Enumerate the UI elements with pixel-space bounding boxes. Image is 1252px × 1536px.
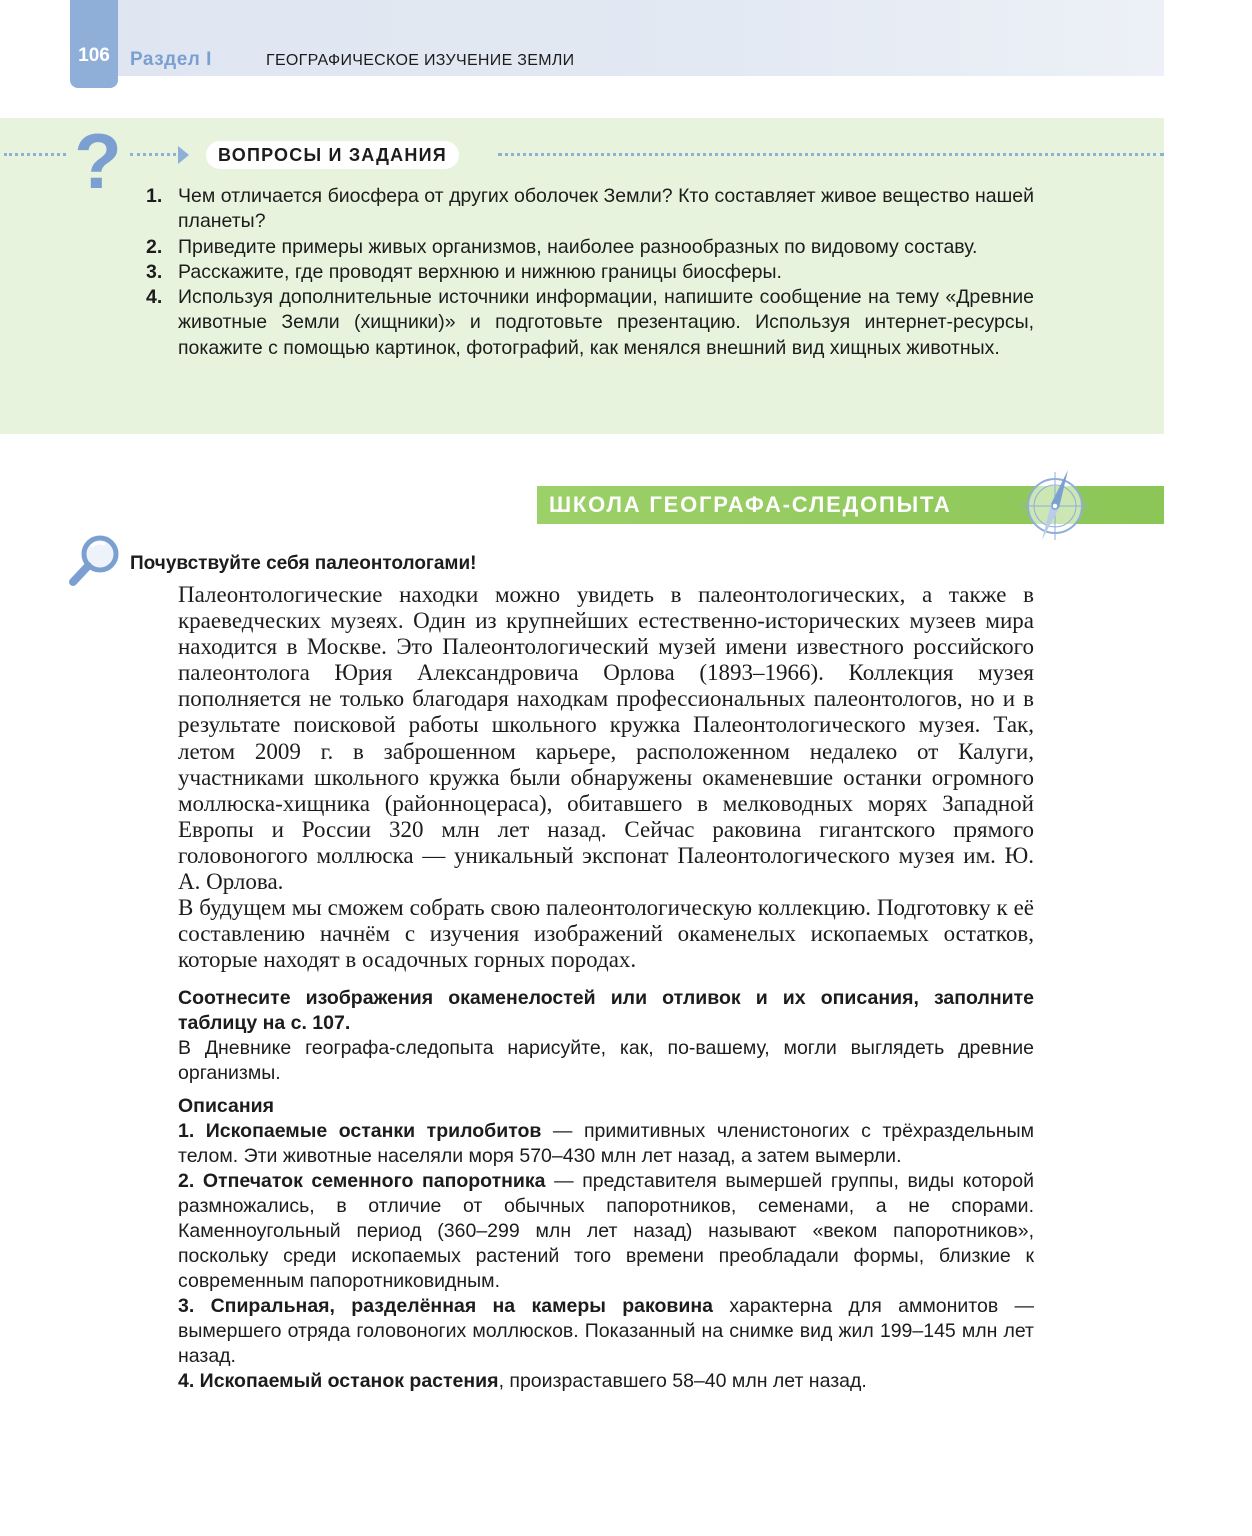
activity-subtitle: Почувствуйте себя палеонтологами! bbox=[130, 553, 477, 574]
section-label: Раздел I bbox=[130, 49, 212, 70]
school-title: ШКОЛА ГЕОГРАФА-СЛЕДОПЫТА bbox=[549, 492, 952, 517]
description-item bbox=[178, 1169, 1034, 1294]
question-text: Приведите примеры живых организмов, наиболее разнообразных по видовому составу. bbox=[178, 235, 978, 258]
description-title: 2. Отпечаток семенного папоротника bbox=[178, 1170, 546, 1192]
descriptions-block bbox=[178, 1094, 1034, 1394]
magnifier-icon bbox=[66, 534, 124, 588]
arrow-icon bbox=[178, 146, 189, 164]
question-number: 3. bbox=[146, 260, 163, 283]
descriptions-heading: Описания bbox=[178, 1095, 275, 1117]
description-item bbox=[178, 1119, 1034, 1169]
page-number: 106 bbox=[78, 45, 110, 66]
dotted-rule bbox=[4, 153, 66, 156]
chapter-title: ГЕОГРАФИЧЕСКОЕ ИЗУЧЕНИЕ ЗЕМЛИ bbox=[266, 52, 575, 69]
body-paragraph: В будущем мы сможем собрать свою палеонтологическую коллекцию. Подготовку к её составлению начнём с изучения изображений окаменелых ископаемых остатков, которые находят в осадочных горных породах. bbox=[178, 895, 1034, 973]
dotted-rule bbox=[498, 153, 1164, 156]
header-band bbox=[70, 0, 1164, 76]
question-mark-icon: ? bbox=[74, 117, 122, 205]
questions-list bbox=[142, 184, 1034, 361]
compass-icon bbox=[1016, 466, 1094, 544]
question-item bbox=[142, 260, 1034, 285]
description-title: 3. Спиральная, разделённая на камеры раковина bbox=[178, 1295, 713, 1317]
task-instruction: Соотнесите изображения окаменелостей или отливок и их описания, заполните таблицу на с. 107. bbox=[178, 987, 1034, 1034]
question-number: 1. bbox=[146, 185, 163, 207]
question-item bbox=[142, 184, 1034, 235]
task-block bbox=[178, 986, 1034, 1086]
activity-body bbox=[178, 582, 1034, 973]
question-number: 2. bbox=[146, 235, 163, 258]
description-item bbox=[178, 1369, 1034, 1394]
description-title: 1. Ископаемые останки трилобитов bbox=[178, 1120, 542, 1142]
description-title: 4. Ископаемый останок растения bbox=[178, 1370, 499, 1392]
question-item bbox=[142, 285, 1034, 361]
body-paragraph: Палеонтологические находки можно увидеть в палеонтологических, а также в краеведческих музеях. Один из крупнейших естественно-исторических музеев мира находится в Москве. Это Палеонтологический музей имени известного российского палеонтолога Юрия Александровича Орлова (1893–1966). Коллекция музея пополняется не только благодаря находкам профессиональных палеонтологов, но и в результате поисковой работы школьного кружка Палеонтологического музея. Так, летом 2009 г. в заброшенном карьере, расположенном недалеко от Калуги, участниками школьного кружка были обнаружены окаменевшие останки огромного моллюска-хищника (районноцераса), обитавшего в мелководных морях Западной Европы и России 320 млн лет назад. Сейчас раковина гигантского прямого головоногого моллюска — уникальный экспонат Палеонтологического музея им. Ю. А. Орлова. bbox=[178, 582, 1034, 895]
description-text: — представителя вымершей группы, виды которой размножались, в отличие от обычных папоротников, семенами, а не спорами. Каменноугольный период (360–299 млн лет назад) называют «веком папоротников», поскольку среди ископаемых растений того времени преобладали формы, близкие к современным папоротниковидным. bbox=[178, 1170, 1034, 1292]
description-text: характерна для аммонитов — вымершего отряда головоногих моллюсков. Показанный на снимке вид жил 199–145 млн лет назад. bbox=[178, 1295, 1034, 1367]
question-text: Используя дополнительные источники информации, напишите сообщение на тему «Древние животные Земли (хищники)» и подготовьте презентацию. Используя интернет-ресурсы, покажите с помощью картинок, фотографий, как менялся внешний вид хищных животных. bbox=[178, 286, 1034, 359]
question-text: Расскажите, где проводят верхнюю и нижнюю границы биосферы. bbox=[178, 260, 782, 283]
description-text: — примитивных членистоногих с трёхраздельным телом. Эти животные населяли моря 570–430 млн лет назад, а затем вымерли. bbox=[178, 1120, 1035, 1167]
task-text: В Дневнике географа-следопыта нарисуйте, как, по-вашему, могли выглядеть древние организмы. bbox=[178, 1037, 1034, 1084]
description-item bbox=[178, 1294, 1034, 1369]
question-text: Чем отличается биосфера от других оболочек Земли? Кто составляет живое вещество нашей планеты? bbox=[178, 185, 1034, 233]
page-number-tab bbox=[70, 0, 118, 88]
question-item bbox=[142, 235, 1034, 260]
questions-heading: ВОПРОСЫ И ЗАДАНИЯ bbox=[206, 141, 459, 169]
description-text: , произраставшего 58–40 млн лет назад. bbox=[498, 1370, 867, 1392]
question-number: 4. bbox=[146, 286, 163, 309]
dotted-rule bbox=[130, 153, 176, 156]
